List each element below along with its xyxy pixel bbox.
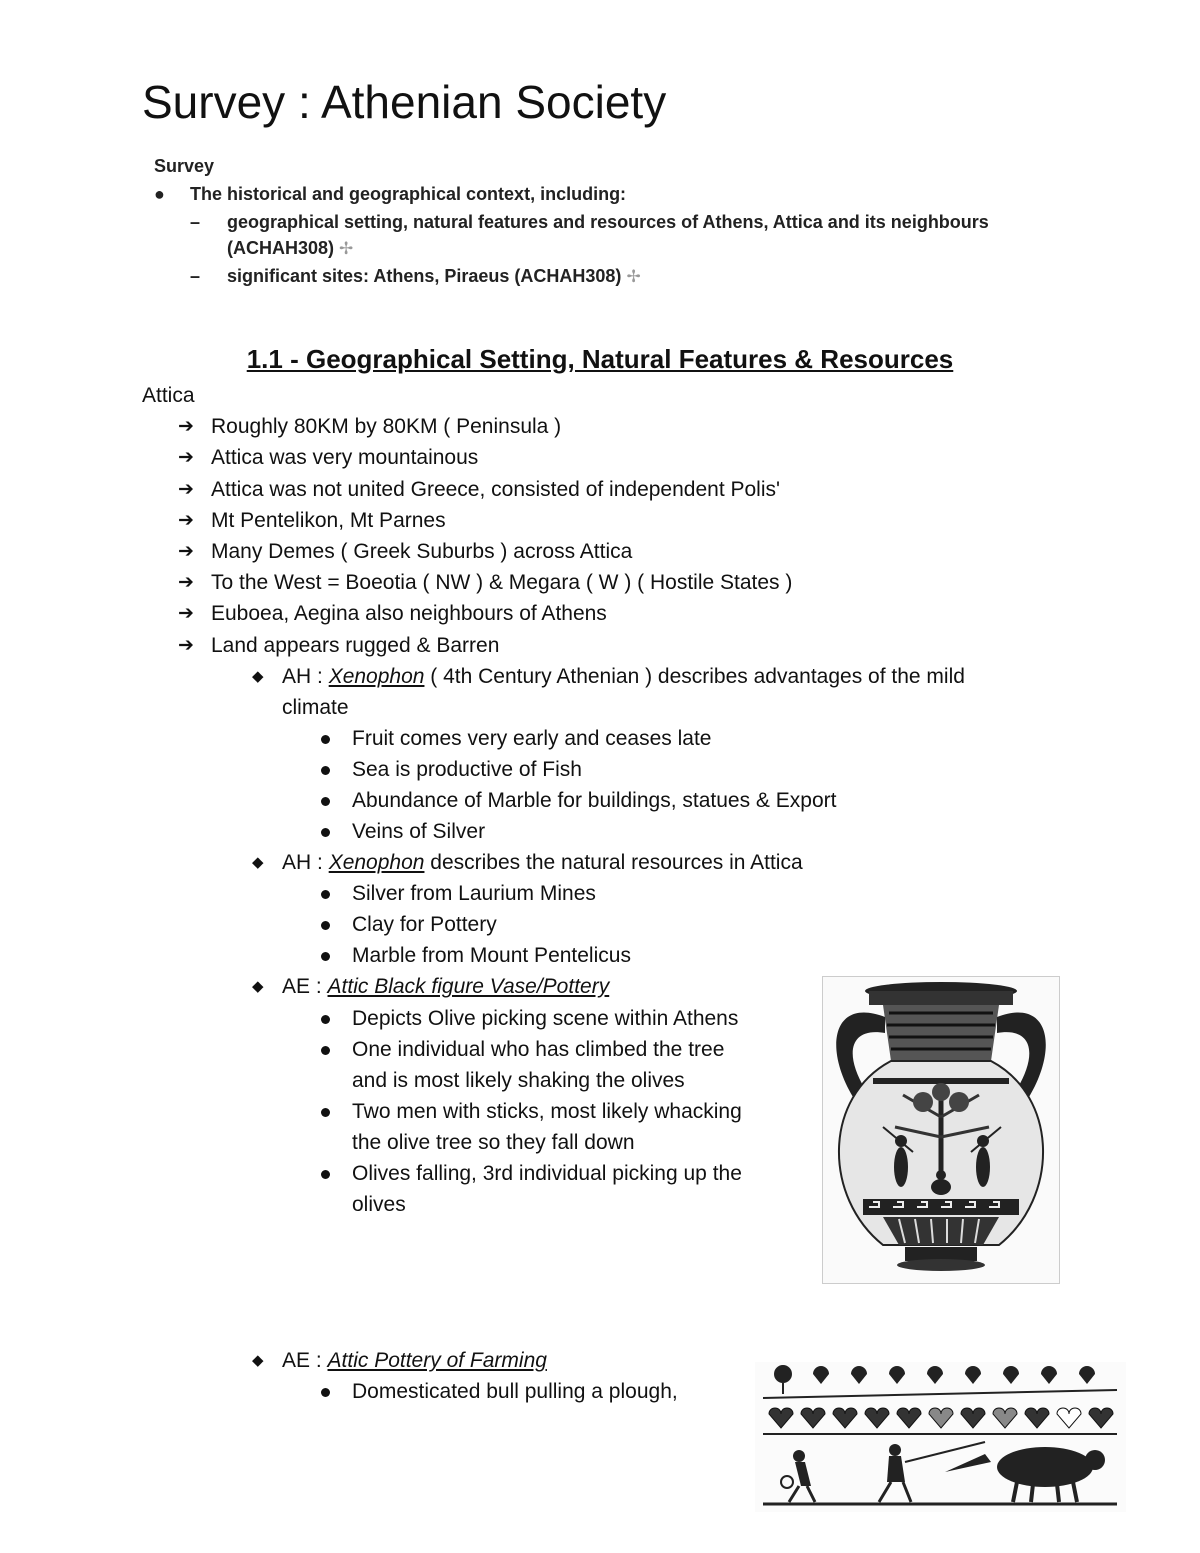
arrow-icon: ➔ [178, 447, 194, 468]
list-item: Clay for Pottery [352, 913, 497, 936]
diamond-icon: ◆ [252, 1352, 264, 1369]
list-item: Euboea, Aegina also neighbours of Athens [211, 602, 607, 625]
list-item: Sea is productive of Fish [352, 758, 582, 781]
bullet-icon [321, 921, 330, 930]
bullet-icon [321, 1388, 330, 1397]
list-item-cont: the olive tree so they fall down [352, 1131, 635, 1154]
source-name: Attic Pottery of Farming [327, 1349, 547, 1372]
section-heading: 1.1 - Geographical Setting, Natural Features & Resources [246, 344, 954, 374]
list-item: Depicts Olive picking scene within Athens [352, 1007, 739, 1030]
list-item: Abundance of Marble for buildings, statues & Export [352, 789, 837, 812]
list-item: Attica was not united Greece, consisted of independent Polis' [211, 478, 781, 501]
arrow-icon: ➔ [178, 510, 194, 531]
syllabus-point: The historical and geographical context, including: [190, 184, 627, 204]
evidence-line: AE : Attic Black figure Vase/Pottery [282, 975, 610, 998]
evidence-line-cont: climate [282, 696, 349, 719]
arrow-icon: ➔ [178, 416, 194, 437]
bullet-icon [321, 890, 330, 899]
list-item: Two men with sticks, most likely whacking [352, 1100, 742, 1123]
bullet-icon [321, 1015, 330, 1024]
bullet-icon [321, 828, 330, 837]
bullet-icon [321, 735, 330, 744]
list-item: To the West = Boeotia ( NW ) & Megara ( W ) ( Hostile States ) [211, 571, 793, 594]
farming-frieze-image [755, 1362, 1126, 1512]
arrow-icon: ➔ [178, 479, 194, 500]
bullet-icon [321, 766, 330, 775]
dash-glyph: – [190, 212, 201, 232]
diamond-icon: ◆ [252, 668, 264, 685]
arrow-icon: ➔ [178, 541, 194, 562]
list-item: Fruit comes very early and ceases late [352, 727, 712, 750]
bullet-icon [321, 797, 330, 806]
bullet-glyph: ● [154, 184, 165, 204]
syllabus-subpoint-2: significant sites: Athens, Piraeus (ACHAH308) ✢ [227, 266, 641, 286]
sparkle-icon: ✢ [626, 267, 641, 286]
bullet-icon [321, 1170, 330, 1179]
list-item: Many Demes ( Greek Suburbs ) across Attica [211, 540, 633, 563]
syllabus-subpoint-1: geographical setting, natural features and resources of Athens, Attica and its neighbours [227, 212, 989, 232]
source-name: Xenophon [328, 851, 425, 874]
list-item-cont: and is most likely shaking the olives [352, 1069, 685, 1092]
arrow-icon: ➔ [178, 635, 194, 656]
list-item: One individual who has climbed the tree [352, 1038, 725, 1061]
list-item: Veins of Silver [352, 820, 486, 843]
bullet-icon [321, 1108, 330, 1117]
list-item: Attica was very mountainous [211, 446, 479, 469]
diamond-icon: ◆ [252, 854, 264, 871]
amphora-image [822, 976, 1060, 1284]
syllabus-subpoint-1-cont: (ACHAH308) ✢ [227, 238, 354, 258]
page-title: Survey : Athenian Society [142, 76, 667, 128]
list-item: Olives falling, 3rd individual picking up the [352, 1162, 742, 1185]
arrow-icon: ➔ [178, 603, 194, 624]
list-item: Domesticated bull pulling a plough, [352, 1380, 678, 1403]
topic-label: Attica [142, 384, 195, 407]
arrow-icon: ➔ [178, 572, 194, 593]
evidence-line: AH : Xenophon describes the natural resources in Attica [282, 851, 803, 874]
evidence-line: AH : Xenophon ( 4th Century Athenian ) describes advantages of the mild [282, 665, 965, 688]
list-item: Roughly 80KM by 80KM ( Peninsula ) [211, 415, 562, 438]
syllabus-heading: Survey [154, 156, 215, 176]
list-item: Mt Pentelikon, Mt Parnes [211, 509, 446, 532]
list-item: Marble from Mount Pentelicus [352, 944, 631, 967]
dash-glyph: – [190, 266, 201, 286]
list-item: Land appears rugged & Barren [211, 634, 500, 657]
source-name: Xenophon [328, 665, 425, 688]
list-item-cont: olives [352, 1193, 406, 1216]
source-name: Attic Black figure Vase/Pottery [327, 975, 610, 998]
diamond-icon: ◆ [252, 978, 264, 995]
evidence-line: AE : Attic Pottery of Farming [282, 1349, 547, 1372]
bullet-icon [321, 952, 330, 961]
list-item: Silver from Laurium Mines [352, 882, 596, 905]
bullet-icon [321, 1046, 330, 1055]
sparkle-icon: ✢ [339, 239, 354, 258]
